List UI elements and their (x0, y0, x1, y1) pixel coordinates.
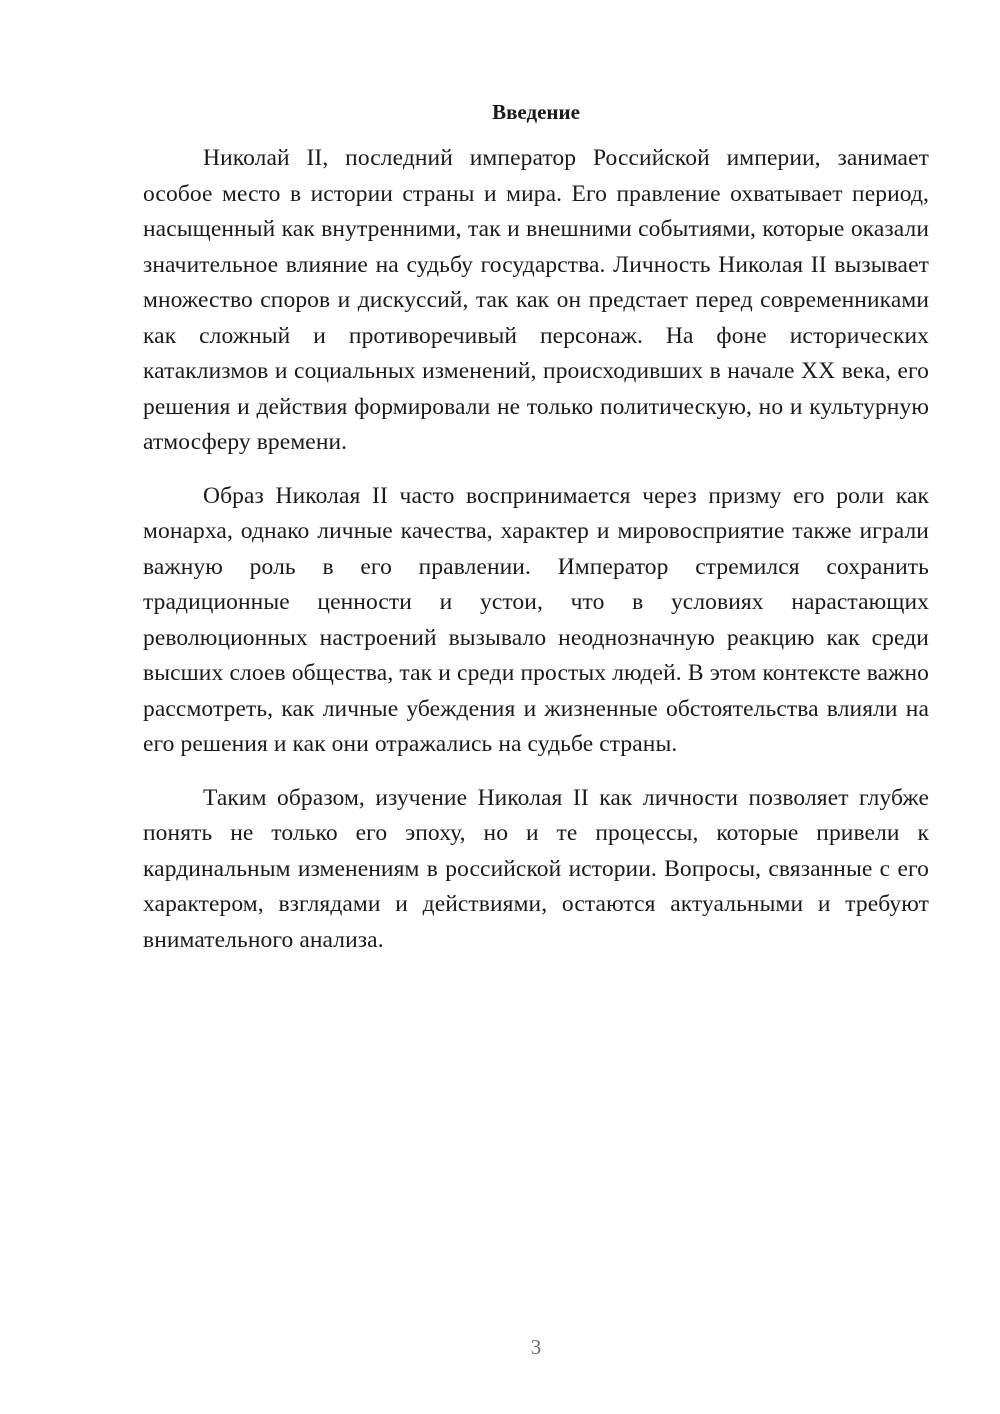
body-text (143, 141, 929, 976)
paragraph-1: Николай II, последний император Российской империи, занимает особое место в истории страны и мира. Его правление охватывает период, насыщенный как внутренними, так и внешними событиями, которые оказали значительное влияние на судьбу государства. Личность Николая II вызывает множество споров и дискуссий, так как он предстает перед современниками как сложный и противоречивый персонаж. На фоне исторических катаклизмов и социальных изменений, происходивших в начале XX века, его решения и действия формировали не только политическую, но и культурную атмосферу времени. (143, 145, 929, 455)
paragraph-3: Таким образом, изучение Николая II как личности позволяет глубже понять не только его эпоху, но и те процессы, которые привели к кардинальным изменениям в российской истории. Вопросы, связанные с его характером, взглядами и действиями, остаются актуальными и требуют внимательного анализа. (143, 784, 929, 953)
paragraph-2: Образ Николая II часто воспринимается через призму его роли как монарха, однако личные качества, характер и мировосприятие также играли важную роль в его правлении. Император стремился сохранить традиционные ценности и устои, что в условиях нарастающих революционных настроений вызывало неоднозначную реакцию как среди высших слоев общества, так и среди простых людей. В этом контексте важно рассмотреть, как личные убеждения и жизненные обстоятельства влияли на его решения и как они отражались на судьбе страны. (143, 482, 929, 757)
section-heading: Введение (492, 100, 580, 124)
page-number: 3 (530, 1335, 542, 1359)
